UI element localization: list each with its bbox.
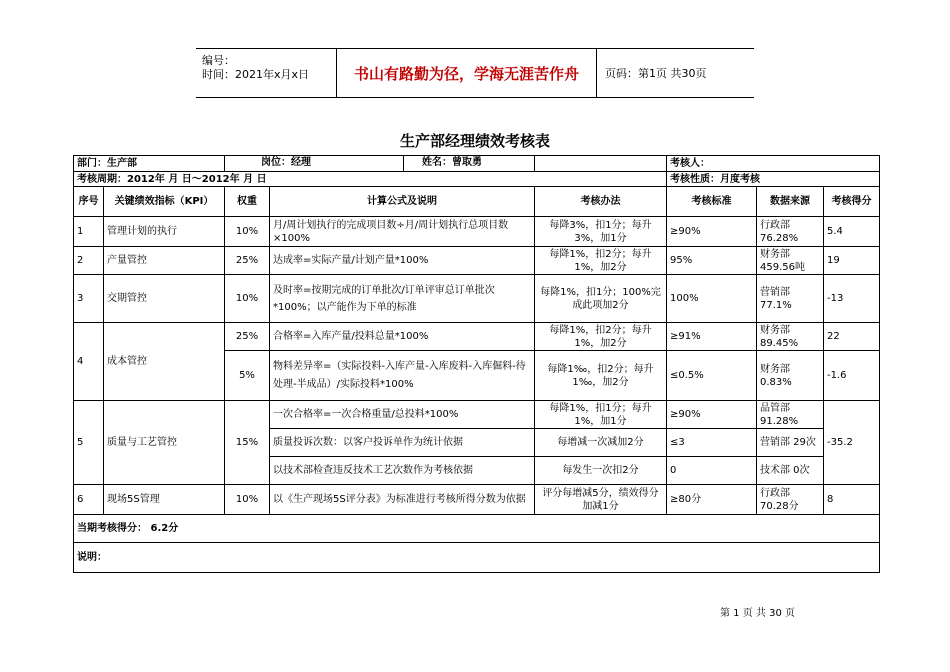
serial-label: 编号： bbox=[202, 54, 235, 67]
total-score-row bbox=[74, 515, 880, 543]
header-motto: 书山有路勤为径，学海无涯苦作舟 bbox=[336, 49, 597, 97]
cell-kpi: 质量与工艺管控 bbox=[104, 401, 225, 485]
cell-method: 每发生一次扣2分 bbox=[535, 457, 667, 485]
cell-weight: 5% bbox=[225, 351, 270, 401]
cell-no: 2 bbox=[74, 247, 104, 275]
cell-score: -13 bbox=[824, 275, 880, 323]
cell-method: 每降1%，扣2分；每升1%，加2分 bbox=[535, 323, 667, 351]
page-footer: 第 1 页 共 30 页 bbox=[720, 608, 795, 619]
cell-source: 营销部 29次 bbox=[757, 429, 824, 457]
cell-source: 营销部 77.1% bbox=[757, 275, 824, 323]
cell-method: 每增减一次减加2分 bbox=[535, 429, 667, 457]
cell-formula: 质量投诉次数：以客户投诉单作为统计依据 bbox=[270, 429, 535, 457]
cell-weight: 25% bbox=[225, 323, 270, 351]
cell-weight: 10% bbox=[225, 485, 270, 515]
name-label: 姓名：曾取勇 bbox=[403, 156, 534, 171]
dept-cell: 部门：生产部 bbox=[74, 156, 225, 172]
cell-no: 3 bbox=[74, 275, 104, 323]
cell-formula: 物料差异率=（实际投料-入库产量-入库废料-入库倔料-待处理-半成品）/实际投料*100% bbox=[270, 351, 535, 401]
cell-source: 财务部 459.56吨 bbox=[757, 247, 824, 275]
table-row bbox=[74, 275, 880, 323]
cell-score: 22 bbox=[824, 323, 880, 351]
col-standard: 考核标准 bbox=[667, 187, 757, 217]
cell-no: 1 bbox=[74, 217, 104, 247]
total-score: 当期考核得分： 6.2分 bbox=[74, 515, 880, 543]
cell-standard: ≥80分 bbox=[667, 485, 757, 515]
time-label: 时间：2021年x月x日 bbox=[202, 68, 310, 81]
cell-kpi: 产量管控 bbox=[104, 247, 225, 275]
cell-method: 每降1%，扣1分；100%完成此项加2分 bbox=[535, 275, 667, 323]
cell-formula: 月/周计划执行的完成项目数÷月/周计划执行总项目数×100% bbox=[270, 217, 535, 247]
cell-source: 行政部 70.28分 bbox=[757, 485, 824, 515]
col-kpi: 关键绩效指标（KPI） bbox=[104, 187, 225, 217]
blank-cell bbox=[535, 156, 667, 172]
page-header bbox=[196, 48, 754, 98]
cell-score: 5.4 bbox=[824, 217, 880, 247]
cell-standard: ≥90% bbox=[667, 401, 757, 429]
cell-method: 评分每增减5分，绩效得分加减1分 bbox=[535, 485, 667, 515]
cell-no: 6 bbox=[74, 485, 104, 515]
remarks-row bbox=[74, 543, 880, 573]
column-header-row bbox=[74, 187, 880, 217]
cell-score: 19 bbox=[824, 247, 880, 275]
cell-formula: 一次合格率=一次合格重量/总投料*100% bbox=[270, 401, 535, 429]
col-no: 序号 bbox=[74, 187, 104, 217]
cell-source: 技术部 0次 bbox=[757, 457, 824, 485]
header-meta bbox=[196, 49, 336, 97]
cell-standard: ≤0.5% bbox=[667, 351, 757, 401]
table-row bbox=[74, 217, 880, 247]
table-row bbox=[74, 485, 880, 515]
cell-source: 行政部 76.28% bbox=[757, 217, 824, 247]
remarks: 说明： bbox=[74, 543, 880, 573]
cell-standard: 95% bbox=[667, 247, 757, 275]
position-label: 岗位：经理 bbox=[261, 157, 311, 168]
cell-method: 每降3%，扣1分；每升3%，加1分 bbox=[535, 217, 667, 247]
cell-score: 8 bbox=[824, 485, 880, 515]
cell-no: 4 bbox=[74, 323, 104, 401]
cell-weight: 10% bbox=[225, 217, 270, 247]
cell-score: -1.6 bbox=[824, 351, 880, 401]
table-row bbox=[74, 401, 880, 429]
assessment-table bbox=[73, 155, 880, 573]
assessor-cell: 考核人： bbox=[667, 156, 880, 172]
cell-source: 财务部 0.83% bbox=[757, 351, 824, 401]
cell-weight: 25% bbox=[225, 247, 270, 275]
cell-method: 每降1%，扣1分；每升1%，加1分 bbox=[535, 401, 667, 429]
col-method: 考核办法 bbox=[535, 187, 667, 217]
cell-standard: 0 bbox=[667, 457, 757, 485]
cell-standard: ≥90% bbox=[667, 217, 757, 247]
cell-formula: 及时率=按期完成的订单批次/订单评审总订单批次*100%；以产能作为下单的标准 bbox=[270, 275, 535, 323]
cell-source: 财务部 89.45% bbox=[757, 323, 824, 351]
col-weight: 权重 bbox=[225, 187, 270, 217]
cell-source: 品管部 91.28% bbox=[757, 401, 824, 429]
position-cell bbox=[225, 156, 535, 172]
cell-formula: 达成率=实际产量/计划产量*100% bbox=[270, 247, 535, 275]
table-row bbox=[74, 247, 880, 275]
header-page-code: 页码：第1页 共30页 bbox=[605, 67, 707, 80]
cell-kpi: 管理计划的执行 bbox=[104, 217, 225, 247]
cell-standard: ≥91% bbox=[667, 323, 757, 351]
cell-formula: 以《生产现场5S评分表》为标准进行考核所得分数为依据 bbox=[270, 485, 535, 515]
cell-standard: ≤3 bbox=[667, 429, 757, 457]
cell-kpi: 交期管控 bbox=[104, 275, 225, 323]
cell-standard: 100% bbox=[667, 275, 757, 323]
nature-cell: 考核性质：月度考核 bbox=[667, 172, 880, 187]
table-row bbox=[74, 323, 880, 351]
cell-weight: 10% bbox=[225, 275, 270, 323]
period-cell: 考核周期：2012年 月 日～2012年 月 日 bbox=[74, 172, 667, 187]
cell-kpi: 现场5S管理 bbox=[104, 485, 225, 515]
col-formula: 计算公式及说明 bbox=[270, 187, 535, 217]
cell-score: -35.2 bbox=[824, 401, 880, 485]
cell-weight: 15% bbox=[225, 401, 270, 485]
cell-method: 每降1‰，扣2分；每升1‰，加2分 bbox=[535, 351, 667, 401]
col-score: 考核得分 bbox=[824, 187, 880, 217]
info-row-1 bbox=[74, 156, 880, 172]
info-row-2 bbox=[74, 172, 880, 187]
cell-formula: 以技术部检查违反技术工艺次数作为考核依据 bbox=[270, 457, 535, 485]
document-title: 生产部经理绩效考核表 bbox=[399, 132, 550, 150]
cell-kpi: 成本管控 bbox=[104, 323, 225, 401]
cell-method: 每降1%，扣2分；每升1%，加2分 bbox=[535, 247, 667, 275]
cell-formula: 合格率=入库产量/投料总量*100% bbox=[270, 323, 535, 351]
cell-no: 5 bbox=[74, 401, 104, 485]
col-source: 数据来源 bbox=[757, 187, 824, 217]
